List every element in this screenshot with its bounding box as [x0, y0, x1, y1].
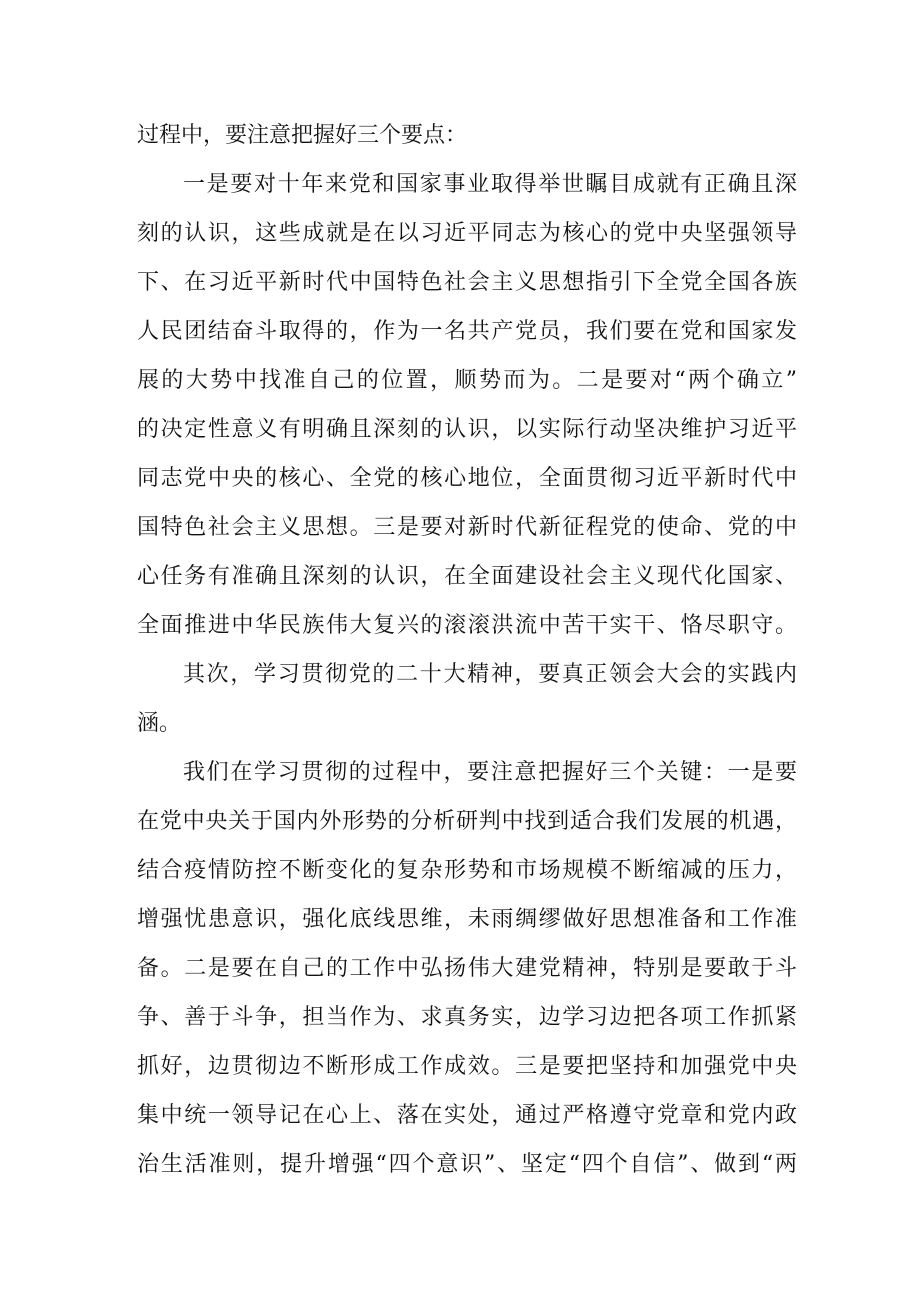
text-line: 全面推进中华民族伟大复兴的滚滚洪流中苦干实干、恪尽职守。	[137, 613, 797, 638]
text-line: 抓好，边贯彻边不断形成工作成效。三是要把坚持和加强党中央	[137, 1054, 797, 1079]
text-line: 我们在学习贯彻的过程中，要注意把握好三个关键：一是要	[183, 760, 797, 785]
text-line: 备。二是要在自己的工作中弘扬伟大建党精神，特别是要敢于斗	[137, 956, 797, 981]
text-line: 涵。	[137, 711, 182, 736]
text-line: 同志党中央的核心、全党的核心地位，全面贯彻习近平新时代中	[137, 466, 797, 491]
text-line: 增强忧患意识，强化底线思维，未雨绸缪做好思想准备和工作准	[137, 907, 797, 932]
text-line: 过程中，要注意把握好三个要点：	[137, 123, 468, 148]
text-line: 在党中央关于国内外形势的分析研判中找到适合我们发展的机遇，	[137, 809, 797, 834]
text-line: 的决定性意义有明确且深刻的认识，以实际行动坚决维护习近平	[137, 417, 797, 442]
text-line: 一是要对十年来党和国家事业取得举世瞩目成就有正确且深	[183, 172, 797, 197]
text-line: 心任务有准确且深刻的认识，在全面建设社会主义现代化国家、	[137, 564, 797, 589]
text-line: 结合疫情防控不断变化的复杂形势和市场规模不断缩减的压力，	[137, 858, 797, 883]
text-line: 下、在习近平新时代中国特色社会主义思想指引下全党全国各族	[137, 270, 797, 295]
text-line: 治生活准则，提升增强“四个意识”、坚定“四个自信”、做到“两	[137, 1152, 797, 1177]
text-line: 争、善于斗争，担当作为、求真务实，边学习边把各项工作抓紧	[137, 1005, 797, 1030]
text-line: 展的大势中找准自己的位置，顺势而为。二是要对“两个确立”	[137, 368, 797, 393]
text-line: 国特色社会主义思想。三是要对新时代新征程党的使命、党的中	[137, 515, 797, 540]
text-line: 集中统一领导记在心上、落在实处，通过严格遵守党章和党内政	[137, 1103, 797, 1128]
text-line: 人民团结奋斗取得的，作为一名共产党员，我们要在党和国家发	[137, 319, 797, 344]
text-line: 刻的认识，这些成就是在以习近平同志为核心的党中央坚强领导	[137, 221, 797, 246]
text-line: 其次，学习贯彻党的二十大精神，要真正领会大会的实践内	[183, 662, 797, 687]
